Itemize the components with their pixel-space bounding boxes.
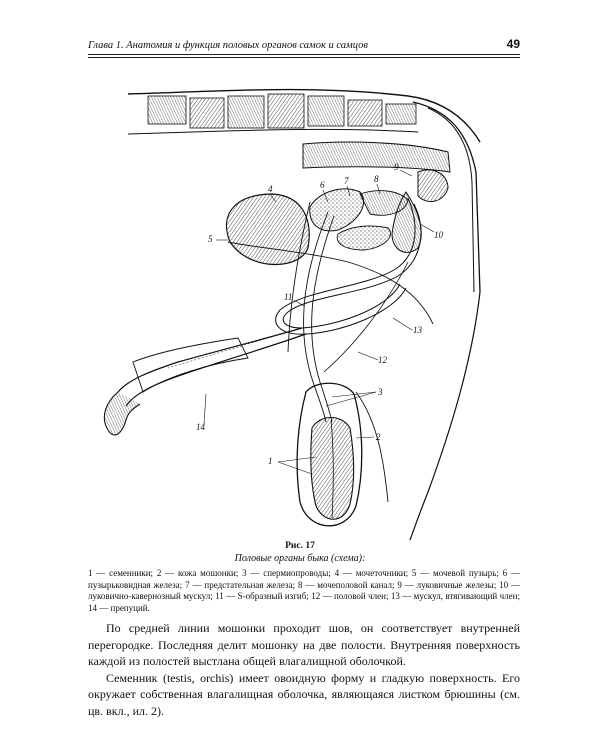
- callout-1: 1: [268, 456, 273, 466]
- figure-legend: 1 — семенники; 2 — кожа мошонки; 3 — спермиопроводы; 4 — мочеточники; 5 — мочевой пузырь; 6 — пузырьковидная железа; 7 — предстательная железа; 8 — мочеполовой канал; 9 — луковичные железы; 10 — луковично-кавернозный мускул; 11 — S-образный изгиб; 12 — половой член; 13 — мускул, втягивающий член; 14 — препуций.: [88, 568, 520, 613]
- sheath: [133, 338, 248, 392]
- callout-7: 7: [344, 176, 349, 186]
- paragraph: По средней линии мошонки проходит шов, он соответствует внутренней перегородке. Последняя делит мошонку на две полости. Внутренняя поверхность каждой из полостей выстлана общей влагалищной оболочкой.: [88, 621, 520, 668]
- figure-title: Половые органы быка (схема):: [234, 553, 366, 564]
- prepuce: [104, 392, 140, 435]
- callout-10: 10: [434, 230, 443, 240]
- bull-reproductive-organs-drawing: [88, 62, 520, 540]
- belly-outline: [356, 392, 388, 502]
- header-rule: [88, 54, 520, 55]
- running-title: Глава 1. Анатомия и функция половых органов самок и самцов: [88, 40, 368, 51]
- page-number: 49: [506, 37, 520, 51]
- callout-13: 13: [413, 325, 422, 335]
- callout-3: 3: [378, 387, 383, 397]
- urinary-bladder: [227, 194, 310, 265]
- prostate-lobe: [337, 226, 390, 250]
- callout-6: 6: [320, 180, 325, 190]
- running-header: [88, 36, 520, 54]
- anatomical-illustration: [88, 62, 520, 540]
- bulbourethral-gland: [418, 170, 448, 202]
- body-text: [88, 620, 520, 719]
- callout-2: 2: [376, 432, 381, 442]
- figure-number: Рис. 17: [285, 541, 315, 551]
- header-rule-double: [88, 57, 520, 58]
- callout-12: 12: [378, 355, 387, 365]
- callout-11: 11: [284, 292, 293, 302]
- callout-14: 14: [196, 422, 205, 432]
- callout-9: 9: [394, 162, 399, 172]
- paragraph: Семенник (testis, orchis) имеет овоидную форму и гладкую поверхность. Его окружает собственная влагалищная оболочка, являющаяся листком брюшины (см. цв. вкл., ил. 2).: [88, 670, 520, 718]
- vesicular-gland: [310, 189, 364, 231]
- callout-8: 8: [374, 174, 379, 184]
- callout-5: 5: [208, 234, 213, 244]
- callout-4: 4: [268, 184, 273, 194]
- rectum: [303, 142, 450, 172]
